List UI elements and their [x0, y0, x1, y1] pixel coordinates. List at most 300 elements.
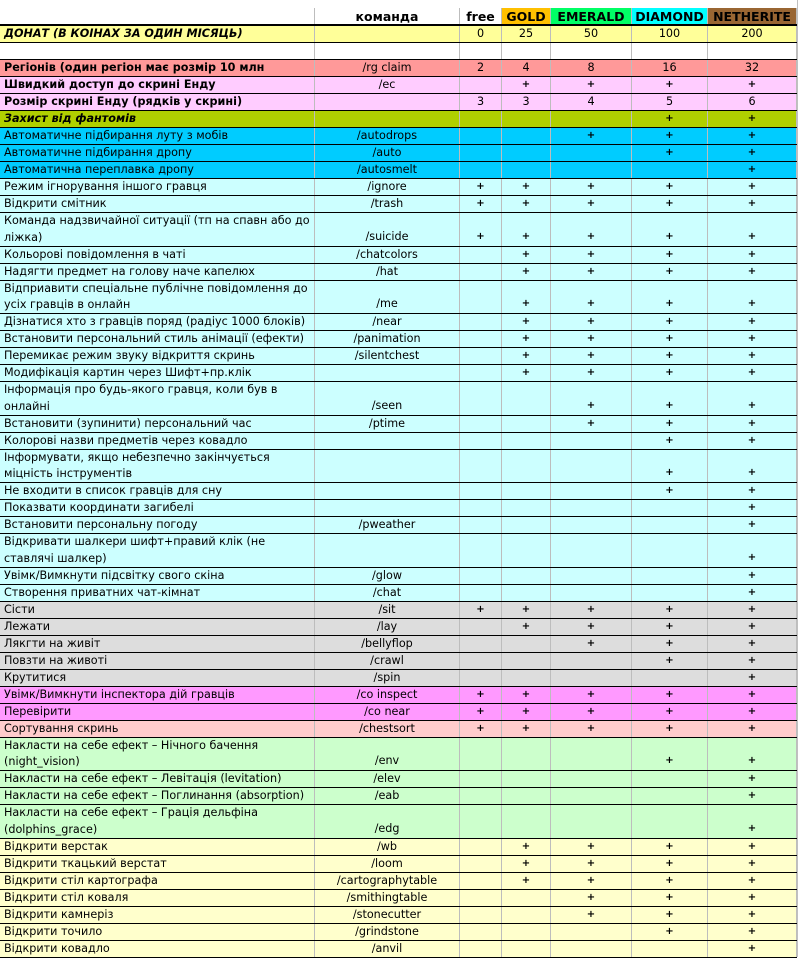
feature-description[interactable]: Накласти на себе ефект – Нічного бачення (night_vision): [0, 738, 315, 771]
feature-description[interactable]: Автоматичне підбирання дропу: [0, 145, 315, 161]
tier-free-value[interactable]: [460, 788, 502, 804]
tier-netherite-value[interactable]: +: [708, 602, 797, 618]
tier-gold-value[interactable]: +: [502, 839, 551, 855]
tier-diamond-value[interactable]: +: [632, 839, 708, 855]
tier-netherite-value[interactable]: +: [708, 721, 797, 737]
blank-cell[interactable]: [502, 43, 551, 59]
feature-description[interactable]: Накласти на себе ефект – Грація дельфіна (dolphins_grace): [0, 805, 315, 838]
tier-gold-value[interactable]: +: [502, 247, 551, 263]
tier-netherite-value[interactable]: +: [708, 331, 797, 347]
feature-command[interactable]: /ignore: [315, 179, 460, 195]
tier-gold-value[interactable]: [502, 670, 551, 686]
tier-diamond-value[interactable]: +: [632, 907, 708, 923]
tier-gold-value[interactable]: [502, 433, 551, 449]
tier-netherite-value[interactable]: +: [708, 281, 797, 314]
tier-gold-value[interactable]: +: [502, 619, 551, 635]
tier-gold-value[interactable]: +: [502, 331, 551, 347]
tier-diamond-value[interactable]: +: [632, 416, 708, 432]
tier-gold-value[interactable]: +: [502, 314, 551, 330]
tier-diamond-value[interactable]: 5: [632, 94, 708, 110]
header-command[interactable]: команда: [315, 8, 460, 24]
feature-description[interactable]: Відкрити ткацький верстат: [0, 856, 315, 872]
header-tier-diamond[interactable]: DIAMOND: [632, 8, 708, 24]
tier-netherite-value[interactable]: +: [708, 314, 797, 330]
feature-command[interactable]: /me: [315, 281, 460, 314]
tier-diamond-value[interactable]: 16: [632, 60, 708, 76]
tier-diamond-value[interactable]: +: [632, 77, 708, 93]
tier-free-value[interactable]: [460, 805, 502, 838]
tier-diamond-value[interactable]: [632, 517, 708, 533]
tier-emerald-value[interactable]: [551, 162, 632, 178]
tier-netherite-value[interactable]: +: [708, 483, 797, 499]
tier-free-value[interactable]: +: [460, 704, 502, 720]
tier-diamond-value[interactable]: +: [632, 196, 708, 212]
feature-description[interactable]: Сортування скринь: [0, 721, 315, 737]
tier-emerald-value[interactable]: +: [551, 348, 632, 364]
tier-diamond-value[interactable]: +: [632, 738, 708, 771]
blank-cell[interactable]: [460, 43, 502, 59]
feature-command[interactable]: /chat: [315, 585, 460, 601]
price-diamond[interactable]: 100: [632, 26, 708, 42]
tier-netherite-value[interactable]: +: [708, 890, 797, 906]
tier-free-value[interactable]: [460, 145, 502, 161]
tier-diamond-value[interactable]: +: [632, 704, 708, 720]
tier-emerald-value[interactable]: +: [551, 907, 632, 923]
feature-description[interactable]: Відкрити точило: [0, 924, 315, 940]
tier-free-value[interactable]: +: [460, 721, 502, 737]
feature-command[interactable]: /trash: [315, 196, 460, 212]
tier-gold-value[interactable]: [502, 941, 551, 957]
tier-free-value[interactable]: [460, 568, 502, 584]
tier-diamond-value[interactable]: [632, 500, 708, 516]
tier-netherite-value[interactable]: +: [708, 145, 797, 161]
tier-diamond-value[interactable]: +: [632, 873, 708, 889]
tier-free-value[interactable]: 2: [460, 60, 502, 76]
feature-description[interactable]: Дізнатися хто з гравців поряд (радіус 1000 блоків): [0, 314, 315, 330]
tier-free-value[interactable]: [460, 348, 502, 364]
tier-netherite-value[interactable]: +: [708, 450, 797, 483]
tier-netherite-value[interactable]: +: [708, 196, 797, 212]
feature-command[interactable]: /bellyflop: [315, 636, 460, 652]
tier-netherite-value[interactable]: +: [708, 179, 797, 195]
feature-description[interactable]: Не входити в список гравців для сну: [0, 483, 315, 499]
tier-diamond-value[interactable]: +: [632, 450, 708, 483]
tier-diamond-value[interactable]: +: [632, 890, 708, 906]
tier-netherite-value[interactable]: +: [708, 365, 797, 381]
tier-gold-value[interactable]: [502, 890, 551, 906]
feature-description[interactable]: Розмір скрині Енду (рядків у скрині): [0, 94, 315, 110]
feature-description[interactable]: Регіонів (один регіон має розмір 10 млн: [0, 60, 315, 76]
feature-description[interactable]: Створення приватних чат-кімнат: [0, 585, 315, 601]
feature-command[interactable]: /hat: [315, 264, 460, 280]
tier-free-value[interactable]: [460, 128, 502, 144]
tier-diamond-value[interactable]: +: [632, 687, 708, 703]
tier-diamond-value[interactable]: +: [632, 111, 708, 127]
tier-gold-value[interactable]: [502, 636, 551, 652]
tier-diamond-value[interactable]: +: [632, 179, 708, 195]
blank-cell[interactable]: [315, 43, 460, 59]
tier-netherite-value[interactable]: +: [708, 568, 797, 584]
tier-free-value[interactable]: [460, 619, 502, 635]
tier-netherite-value[interactable]: +: [708, 162, 797, 178]
tier-netherite-value[interactable]: +: [708, 704, 797, 720]
feature-description[interactable]: Накласти на себе ефект – Поглинання (absorption): [0, 788, 315, 804]
tier-diamond-value[interactable]: +: [632, 483, 708, 499]
tier-emerald-value[interactable]: +: [551, 416, 632, 432]
tier-gold-value[interactable]: [502, 907, 551, 923]
blank-cell[interactable]: [551, 43, 632, 59]
tier-gold-value[interactable]: +: [502, 179, 551, 195]
tier-free-value[interactable]: [460, 941, 502, 957]
tier-emerald-value[interactable]: [551, 568, 632, 584]
tier-netherite-value[interactable]: +: [708, 805, 797, 838]
tier-free-value[interactable]: [460, 856, 502, 872]
feature-command[interactable]: /smithingtable: [315, 890, 460, 906]
tier-emerald-value[interactable]: +: [551, 890, 632, 906]
feature-command[interactable]: /elev: [315, 771, 460, 787]
tier-free-value[interactable]: 3: [460, 94, 502, 110]
tier-emerald-value[interactable]: +: [551, 365, 632, 381]
tier-gold-value[interactable]: [502, 534, 551, 567]
tier-netherite-value[interactable]: +: [708, 636, 797, 652]
blank-cell[interactable]: [708, 43, 797, 59]
tier-diamond-value[interactable]: +: [632, 433, 708, 449]
feature-command[interactable]: /crawl: [315, 653, 460, 669]
feature-command[interactable]: /seen: [315, 382, 460, 415]
feature-description[interactable]: Швидкий доступ до скрині Енду: [0, 77, 315, 93]
tier-gold-value[interactable]: [502, 145, 551, 161]
tier-gold-value[interactable]: [502, 382, 551, 415]
tier-gold-value[interactable]: +: [502, 77, 551, 93]
feature-command[interactable]: /eab: [315, 788, 460, 804]
feature-description[interactable]: Кольорові повідомлення в чаті: [0, 247, 315, 263]
tier-diamond-value[interactable]: +: [632, 145, 708, 161]
tier-diamond-value[interactable]: +: [632, 247, 708, 263]
tier-free-value[interactable]: [460, 500, 502, 516]
tier-emerald-value[interactable]: +: [551, 839, 632, 855]
tier-free-value[interactable]: [460, 483, 502, 499]
tier-diamond-value[interactable]: +: [632, 314, 708, 330]
feature-command[interactable]: /cartographytable: [315, 873, 460, 889]
price-row-command[interactable]: [315, 26, 460, 42]
price-row-label[interactable]: ДОНАТ (В КОІНАХ ЗА ОДИН МІСЯЦЬ): [0, 26, 315, 42]
price-free[interactable]: 0: [460, 26, 502, 42]
tier-netherite-value[interactable]: +: [708, 687, 797, 703]
feature-description[interactable]: Показвати координати загибелі: [0, 500, 315, 516]
feature-description[interactable]: Повзти на животі: [0, 653, 315, 669]
tier-free-value[interactable]: [460, 890, 502, 906]
tier-netherite-value[interactable]: +: [708, 500, 797, 516]
tier-emerald-value[interactable]: +: [551, 281, 632, 314]
tier-gold-value[interactable]: [502, 517, 551, 533]
feature-command[interactable]: /autodrops: [315, 128, 460, 144]
tier-free-value[interactable]: [460, 111, 502, 127]
feature-command[interactable]: /near: [315, 314, 460, 330]
tier-netherite-value[interactable]: +: [708, 585, 797, 601]
header-tier-gold[interactable]: GOLD: [502, 8, 551, 24]
tier-diamond-value[interactable]: +: [632, 213, 708, 246]
feature-description[interactable]: Захист від фантомів: [0, 111, 315, 127]
feature-command[interactable]: /ptime: [315, 416, 460, 432]
feature-command[interactable]: /auto: [315, 145, 460, 161]
blank-cell[interactable]: [632, 43, 708, 59]
tier-gold-value[interactable]: [502, 788, 551, 804]
feature-description[interactable]: Відприавити спеціальне публічне повідомлення до усіх гравців в онлайн: [0, 281, 315, 314]
tier-free-value[interactable]: [460, 738, 502, 771]
tier-netherite-value[interactable]: +: [708, 348, 797, 364]
tier-gold-value[interactable]: +: [502, 687, 551, 703]
feature-command[interactable]: /grindstone: [315, 924, 460, 940]
feature-description[interactable]: Автоматична переплавка дропу: [0, 162, 315, 178]
tier-free-value[interactable]: [460, 924, 502, 940]
tier-free-value[interactable]: [460, 653, 502, 669]
feature-description[interactable]: Встановити персональну погоду: [0, 517, 315, 533]
feature-description[interactable]: Сісти: [0, 602, 315, 618]
tier-netherite-value[interactable]: +: [708, 907, 797, 923]
feature-command[interactable]: /silentchest: [315, 348, 460, 364]
tier-netherite-value[interactable]: +: [708, 619, 797, 635]
tier-emerald-value[interactable]: +: [551, 179, 632, 195]
tier-netherite-value[interactable]: +: [708, 77, 797, 93]
tier-emerald-value[interactable]: [551, 771, 632, 787]
tier-emerald-value[interactable]: +: [551, 873, 632, 889]
tier-diamond-value[interactable]: [632, 534, 708, 567]
tier-emerald-value[interactable]: [551, 145, 632, 161]
tier-emerald-value[interactable]: +: [551, 721, 632, 737]
tier-free-value[interactable]: [460, 670, 502, 686]
tier-free-value[interactable]: [460, 416, 502, 432]
tier-diamond-value[interactable]: +: [632, 365, 708, 381]
feature-command[interactable]: /ec: [315, 77, 460, 93]
feature-command[interactable]: /edg: [315, 805, 460, 838]
header-tier-free[interactable]: free: [460, 8, 502, 24]
feature-description[interactable]: Крутитися: [0, 670, 315, 686]
tier-free-value[interactable]: +: [460, 602, 502, 618]
tier-diamond-value[interactable]: [632, 941, 708, 957]
tier-gold-value[interactable]: [502, 805, 551, 838]
feature-command[interactable]: [315, 365, 460, 381]
tier-diamond-value[interactable]: +: [632, 348, 708, 364]
feature-description[interactable]: Перевірити: [0, 704, 315, 720]
tier-diamond-value[interactable]: [632, 670, 708, 686]
tier-netherite-value[interactable]: +: [708, 433, 797, 449]
tier-emerald-value[interactable]: [551, 924, 632, 940]
tier-gold-value[interactable]: +: [502, 348, 551, 364]
tier-emerald-value[interactable]: 4: [551, 94, 632, 110]
tier-free-value[interactable]: [460, 382, 502, 415]
tier-gold-value[interactable]: [502, 111, 551, 127]
feature-command[interactable]: [315, 483, 460, 499]
price-netherite[interactable]: 200: [708, 26, 797, 42]
tier-emerald-value[interactable]: +: [551, 636, 632, 652]
tier-netherite-value[interactable]: +: [708, 839, 797, 855]
tier-emerald-value[interactable]: +: [551, 687, 632, 703]
feature-command[interactable]: [315, 534, 460, 567]
feature-command[interactable]: /wb: [315, 839, 460, 855]
tier-netherite-value[interactable]: +: [708, 517, 797, 533]
tier-emerald-value[interactable]: [551, 585, 632, 601]
tier-gold-value[interactable]: +: [502, 196, 551, 212]
tier-emerald-value[interactable]: +: [551, 213, 632, 246]
feature-description[interactable]: Увімк/Вимкнути підсвітку свого скіна: [0, 568, 315, 584]
tier-free-value[interactable]: [460, 534, 502, 567]
tier-netherite-value[interactable]: 32: [708, 60, 797, 76]
tier-gold-value[interactable]: [502, 771, 551, 787]
tier-free-value[interactable]: [460, 517, 502, 533]
feature-description[interactable]: Лякгти на живіт: [0, 636, 315, 652]
tier-free-value[interactable]: [460, 77, 502, 93]
tier-emerald-value[interactable]: +: [551, 196, 632, 212]
tier-diamond-value[interactable]: +: [632, 281, 708, 314]
tier-diamond-value[interactable]: +: [632, 128, 708, 144]
tier-emerald-value[interactable]: [551, 450, 632, 483]
tier-gold-value[interactable]: +: [502, 213, 551, 246]
feature-command[interactable]: /sit: [315, 602, 460, 618]
tier-gold-value[interactable]: [502, 450, 551, 483]
tier-emerald-value[interactable]: 8: [551, 60, 632, 76]
tier-gold-value[interactable]: 4: [502, 60, 551, 76]
feature-command[interactable]: [315, 500, 460, 516]
feature-command[interactable]: [315, 111, 460, 127]
tier-emerald-value[interactable]: +: [551, 247, 632, 263]
tier-emerald-value[interactable]: +: [551, 856, 632, 872]
tier-free-value[interactable]: +: [460, 179, 502, 195]
tier-free-value[interactable]: [460, 314, 502, 330]
feature-description[interactable]: Автоматичне підбирання луту з мобів: [0, 128, 315, 144]
tier-emerald-value[interactable]: [551, 653, 632, 669]
feature-command[interactable]: /pweather: [315, 517, 460, 533]
feature-description[interactable]: Режим ігнорування іншого гравця: [0, 179, 315, 195]
feature-description[interactable]: Відкрити камнеріз: [0, 907, 315, 923]
tier-netherite-value[interactable]: +: [708, 247, 797, 263]
tier-netherite-value[interactable]: +: [708, 941, 797, 957]
feature-description[interactable]: Відкрити стіл картографа: [0, 873, 315, 889]
tier-gold-value[interactable]: [502, 653, 551, 669]
feature-description[interactable]: Надягти предмет на голову наче капелюх: [0, 264, 315, 280]
feature-description[interactable]: Відкрити ковадло: [0, 941, 315, 957]
tier-gold-value[interactable]: [502, 416, 551, 432]
feature-description[interactable]: Встановити (зупинити) персональний час: [0, 416, 315, 432]
tier-gold-value[interactable]: +: [502, 602, 551, 618]
tier-emerald-value[interactable]: [551, 941, 632, 957]
tier-emerald-value[interactable]: +: [551, 331, 632, 347]
feature-command[interactable]: /rg claim: [315, 60, 460, 76]
tier-gold-value[interactable]: +: [502, 873, 551, 889]
tier-emerald-value[interactable]: +: [551, 602, 632, 618]
tier-diamond-value[interactable]: [632, 162, 708, 178]
feature-description[interactable]: Команда надзвичайної ситуації (тп на спавн або до ліжка): [0, 213, 315, 246]
feature-command[interactable]: /co inspect: [315, 687, 460, 703]
tier-free-value[interactable]: [460, 907, 502, 923]
tier-netherite-value[interactable]: +: [708, 653, 797, 669]
tier-free-value[interactable]: [460, 247, 502, 263]
tier-diamond-value[interactable]: +: [632, 721, 708, 737]
feature-description[interactable]: Відкрити смітник: [0, 196, 315, 212]
tier-diamond-value[interactable]: +: [632, 382, 708, 415]
tier-gold-value[interactable]: [502, 483, 551, 499]
tier-netherite-value[interactable]: +: [708, 771, 797, 787]
feature-command[interactable]: /suicide: [315, 213, 460, 246]
tier-emerald-value[interactable]: [551, 433, 632, 449]
tier-diamond-value[interactable]: +: [632, 602, 708, 618]
tier-free-value[interactable]: [460, 365, 502, 381]
blank-cell[interactable]: [0, 43, 315, 59]
tier-netherite-value[interactable]: +: [708, 416, 797, 432]
feature-command[interactable]: [315, 433, 460, 449]
tier-netherite-value[interactable]: +: [708, 788, 797, 804]
feature-description[interactable]: Відкрити стіл коваля: [0, 890, 315, 906]
tier-gold-value[interactable]: +: [502, 721, 551, 737]
tier-gold-value[interactable]: [502, 738, 551, 771]
tier-free-value[interactable]: [460, 281, 502, 314]
tier-gold-value[interactable]: 3: [502, 94, 551, 110]
tier-emerald-value[interactable]: +: [551, 382, 632, 415]
tier-gold-value[interactable]: [502, 924, 551, 940]
tier-free-value[interactable]: [460, 873, 502, 889]
feature-command[interactable]: /stonecutter: [315, 907, 460, 923]
tier-diamond-value[interactable]: [632, 568, 708, 584]
feature-command[interactable]: /panimation: [315, 331, 460, 347]
feature-command[interactable]: /anvil: [315, 941, 460, 957]
feature-description[interactable]: Колорові назви предметів через ковадло: [0, 433, 315, 449]
tier-diamond-value[interactable]: +: [632, 653, 708, 669]
tier-gold-value[interactable]: [502, 162, 551, 178]
price-gold[interactable]: 25: [502, 26, 551, 42]
tier-emerald-value[interactable]: [551, 805, 632, 838]
tier-netherite-value[interactable]: +: [708, 111, 797, 127]
feature-description[interactable]: Перемикає режим звуку відкриття скринь: [0, 348, 315, 364]
tier-free-value[interactable]: [460, 433, 502, 449]
header-tier-emerald[interactable]: EMERALD: [551, 8, 632, 24]
tier-diamond-value[interactable]: [632, 805, 708, 838]
tier-emerald-value[interactable]: [551, 534, 632, 567]
feature-description[interactable]: Відкривати шалкери шифт+правий клік (не ставлячі шалкер): [0, 534, 315, 567]
tier-diamond-value[interactable]: +: [632, 636, 708, 652]
tier-netherite-value[interactable]: 6: [708, 94, 797, 110]
feature-command[interactable]: /chestsort: [315, 721, 460, 737]
tier-emerald-value[interactable]: [551, 788, 632, 804]
tier-emerald-value[interactable]: [551, 517, 632, 533]
tier-emerald-value[interactable]: [551, 500, 632, 516]
tier-emerald-value[interactable]: [551, 738, 632, 771]
tier-diamond-value[interactable]: +: [632, 619, 708, 635]
tier-netherite-value[interactable]: +: [708, 924, 797, 940]
tier-gold-value[interactable]: [502, 500, 551, 516]
price-emerald[interactable]: 50: [551, 26, 632, 42]
tier-netherite-value[interactable]: +: [708, 382, 797, 415]
tier-netherite-value[interactable]: +: [708, 873, 797, 889]
header-description-cell[interactable]: [0, 8, 315, 24]
header-tier-netherite[interactable]: NETHERITE: [708, 8, 797, 24]
tier-free-value[interactable]: [460, 771, 502, 787]
feature-command[interactable]: /loom: [315, 856, 460, 872]
tier-netherite-value[interactable]: +: [708, 128, 797, 144]
tier-netherite-value[interactable]: +: [708, 738, 797, 771]
tier-gold-value[interactable]: +: [502, 264, 551, 280]
tier-gold-value[interactable]: +: [502, 704, 551, 720]
feature-description[interactable]: Лежати: [0, 619, 315, 635]
tier-diamond-value[interactable]: [632, 585, 708, 601]
tier-diamond-value[interactable]: +: [632, 924, 708, 940]
tier-free-value[interactable]: +: [460, 196, 502, 212]
tier-emerald-value[interactable]: [551, 111, 632, 127]
feature-command[interactable]: /glow: [315, 568, 460, 584]
tier-diamond-value[interactable]: +: [632, 264, 708, 280]
tier-gold-value[interactable]: +: [502, 856, 551, 872]
feature-command[interactable]: /chatcolors: [315, 247, 460, 263]
feature-description[interactable]: Інформація про будь-якого гравця, коли був в онлайні: [0, 382, 315, 415]
feature-description[interactable]: Відкрити верстак: [0, 839, 315, 855]
